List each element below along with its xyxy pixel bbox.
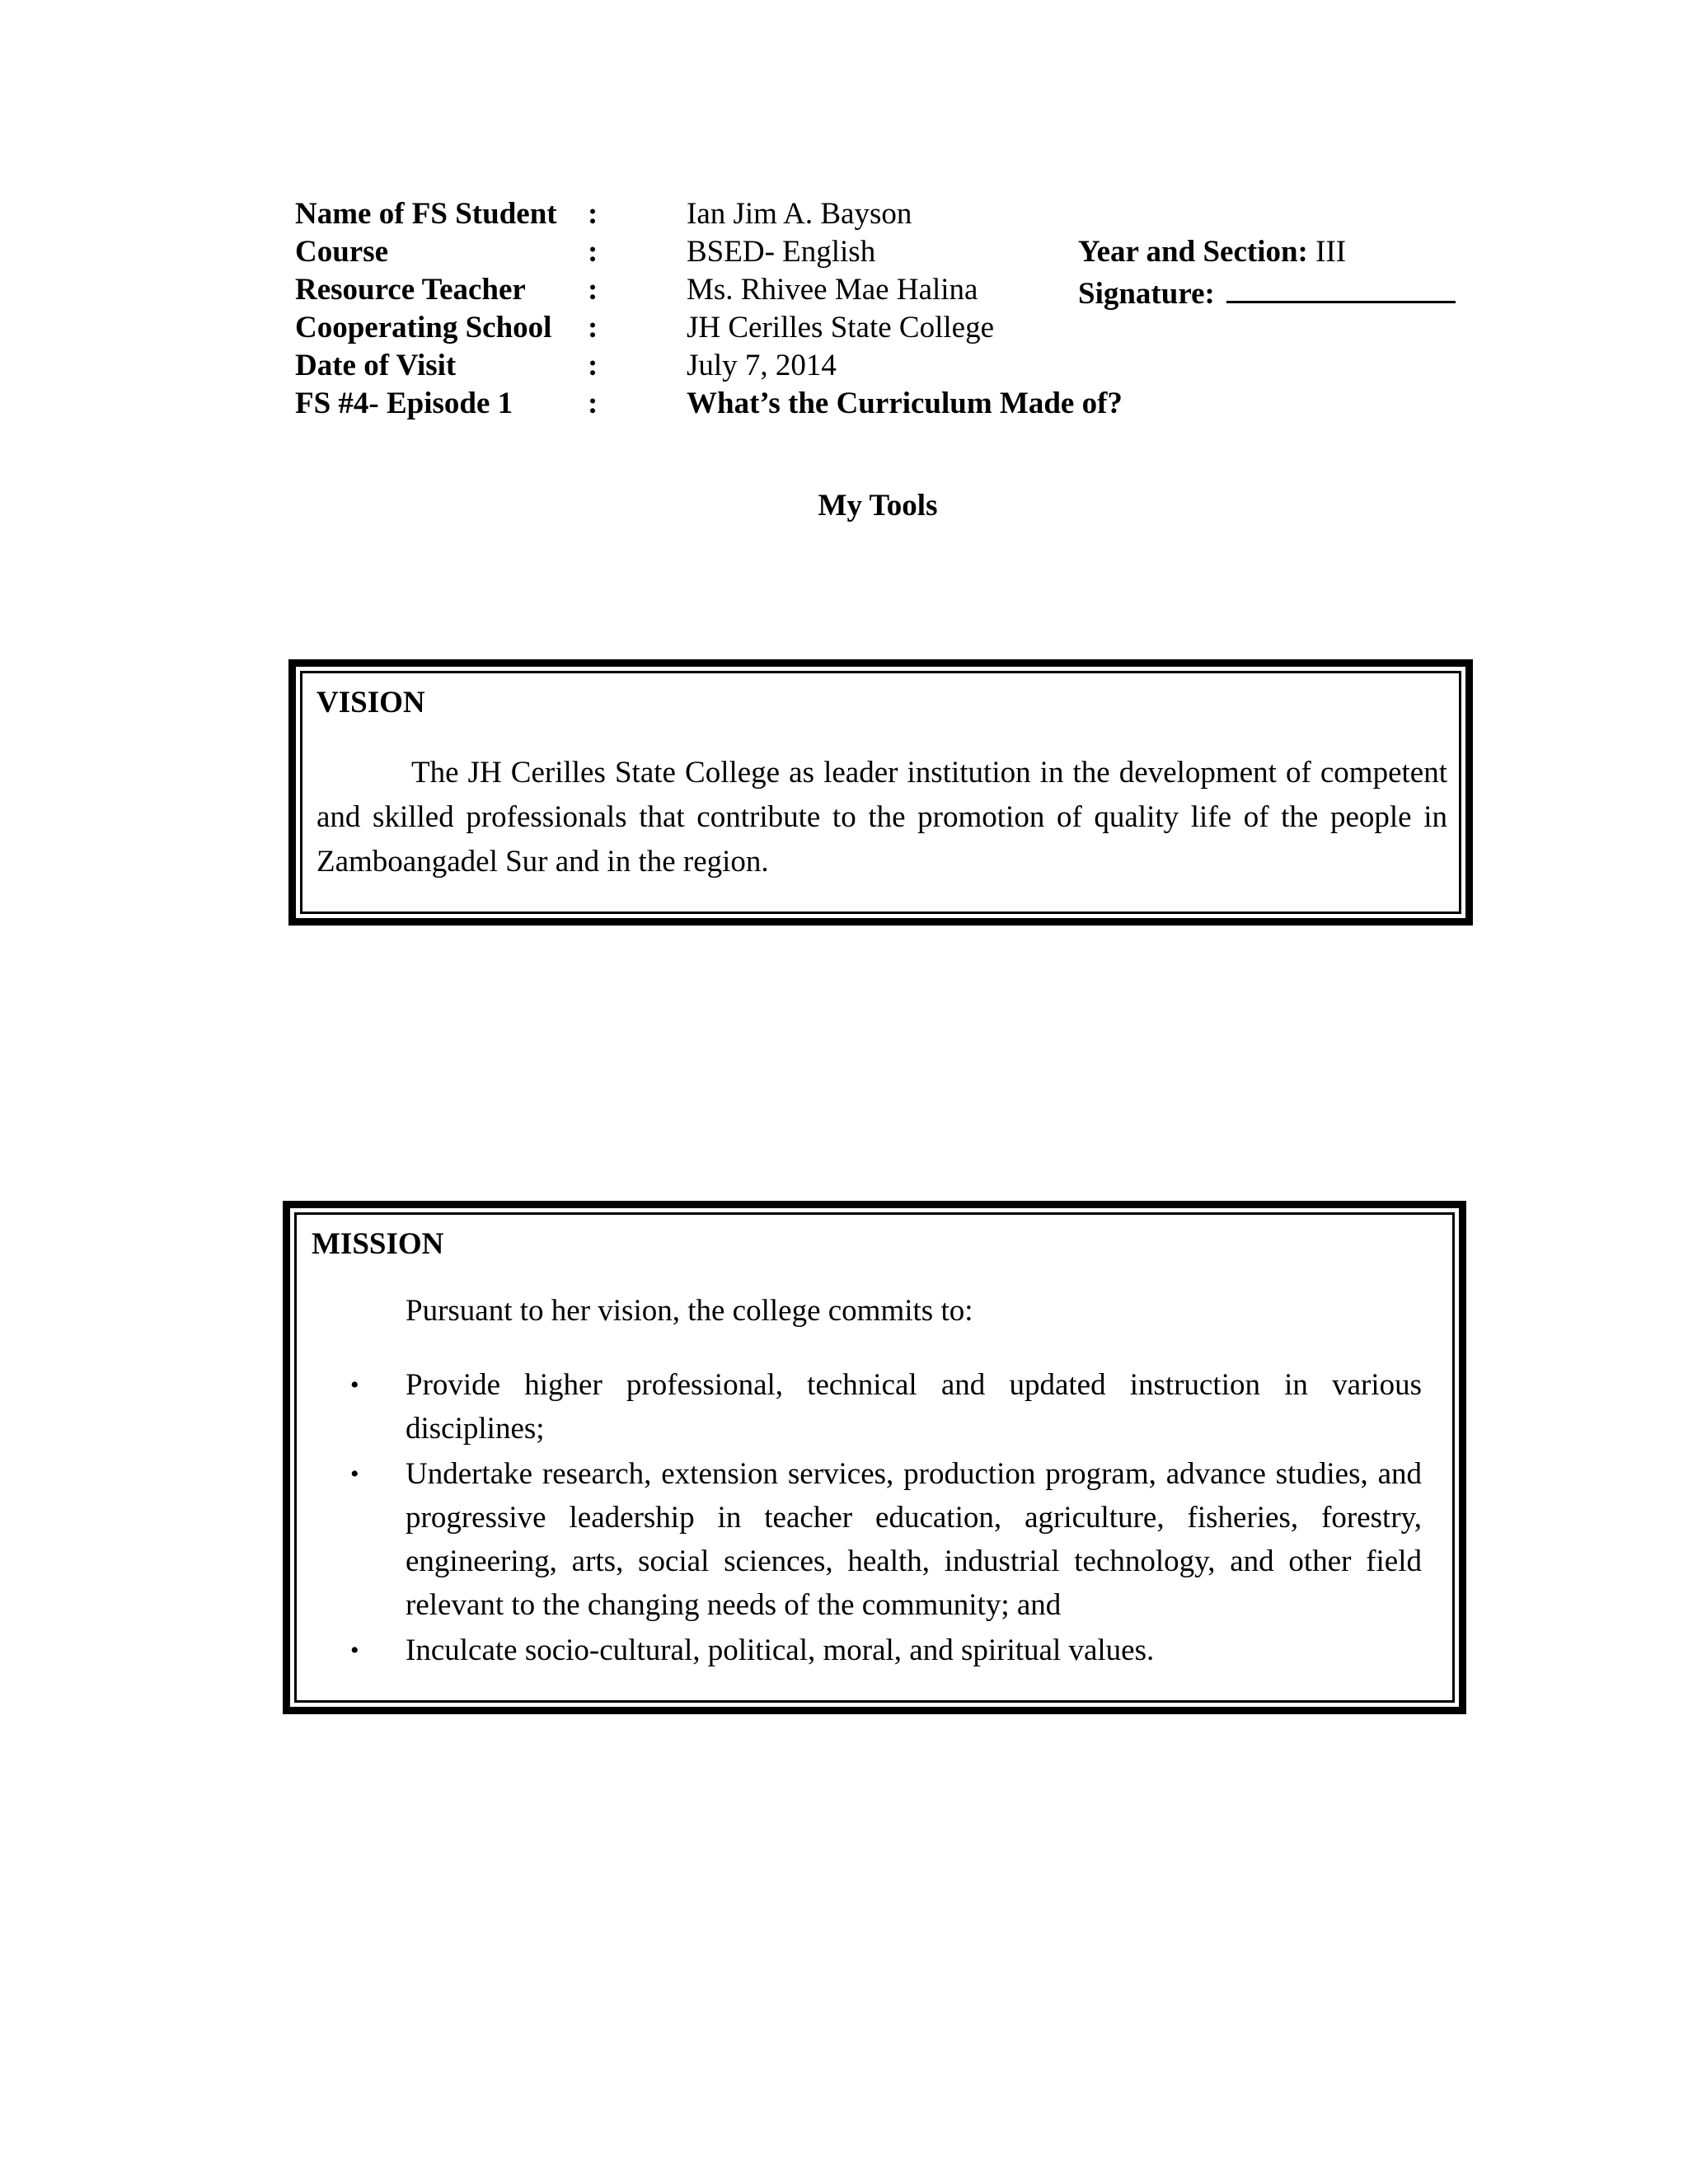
info-colon: : <box>588 273 598 307</box>
signature-label: Signature: <box>1078 277 1215 311</box>
info-colon: : <box>588 311 598 344</box>
info-colon: : <box>588 197 598 231</box>
info-value: Ms. Rhivee Mae Halina <box>687 273 978 307</box>
list-item <box>350 1629 1422 1672</box>
mission-heading: MISSION <box>312 1227 444 1261</box>
info-colon: : <box>588 349 598 382</box>
bullet-icon: • <box>350 1460 359 1488</box>
year-section-value: III <box>1315 235 1347 269</box>
list-item-text: Undertake research, extension services, production program, advance studies, and progressive leadership in teacher education, agriculture, fisheries, forestry, engineering, arts, social sciences, health, industrial technology, and other field relevant to the changing needs of the community; and <box>406 1457 1422 1622</box>
signature-field <box>1078 271 1456 313</box>
vision-heading: VISION <box>316 686 425 719</box>
info-value: BSED- English <box>687 235 876 269</box>
list-item <box>350 1452 1422 1627</box>
bullet-icon: • <box>350 1371 359 1399</box>
info-value: Ian Jim A. Bayson <box>687 197 912 231</box>
signature-line <box>1226 271 1456 303</box>
year-section-field <box>1078 233 1346 271</box>
year-section-label: Year and Section: <box>1078 235 1308 269</box>
bullet-icon: • <box>350 1637 359 1664</box>
info-label: Name of FS Student <box>295 197 557 231</box>
mission-list <box>350 1363 1422 1672</box>
info-label: Course <box>295 235 389 269</box>
info-colon: : <box>588 387 598 420</box>
section-title: My Tools <box>818 489 938 523</box>
mission-intro: Pursuant to her vision, the college commits to: <box>406 1294 973 1328</box>
info-label: FS #4- Episode 1 <box>295 387 513 420</box>
info-value: JH Cerilles State College <box>687 311 995 344</box>
list-item-text: Provide higher professional, technical and updated instruction in various disciplines; <box>406 1368 1422 1446</box>
info-label: Cooperating School <box>295 311 552 344</box>
list-item-text: Inculcate socio-cultural, political, moral, and spiritual values. <box>406 1633 1155 1667</box>
info-label: Resource Teacher <box>295 273 526 307</box>
mission-box <box>283 1201 1466 1714</box>
info-value: July 7, 2014 <box>687 349 837 382</box>
list-item <box>350 1363 1422 1451</box>
vision-text: The JH Cerilles State College as leader institution in the development of competent and skilled professionals that contribute to the promotion of quality life of the people in Zamboangadel Sur and in the region. <box>316 756 1447 879</box>
info-label: Date of Visit <box>295 349 457 382</box>
vision-box <box>288 659 1473 926</box>
info-colon: : <box>588 235 598 269</box>
info-value: What’s the Curriculum Made of? <box>687 387 1123 420</box>
